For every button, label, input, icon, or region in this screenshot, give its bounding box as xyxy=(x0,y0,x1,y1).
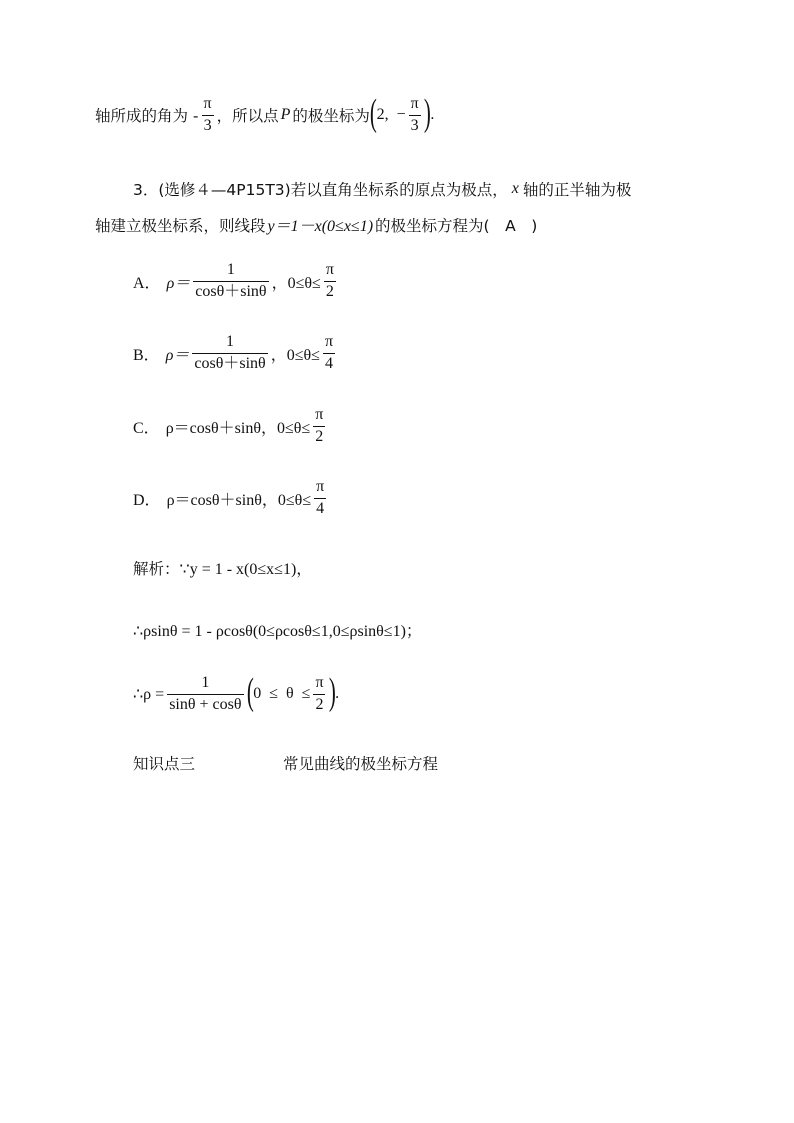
option-a xyxy=(133,262,339,301)
text: ∵y = 1 - x(0≤x≤1)， xyxy=(179,561,313,578)
period: . xyxy=(430,106,435,124)
period: . xyxy=(335,685,340,703)
option-label: C． xyxy=(133,419,160,437)
option-c xyxy=(133,407,328,446)
right-paren: ) xyxy=(328,671,336,714)
section-label: 知识点三 xyxy=(133,755,196,773)
fraction: $\frac{\pi}{2}$ xyxy=(315,406,324,445)
question-number: 3．(选修４—4P15T3) xyxy=(133,181,291,199)
expr: ρ＝cosθ＋sinθ xyxy=(165,419,262,437)
fraction: $\frac{\pi}{3}$ xyxy=(203,95,212,134)
fraction: $\frac{1}{\cos\theta+\sin\theta}$ xyxy=(195,261,267,300)
solution-label: 解析： xyxy=(133,559,180,578)
section-title: 常见曲线的极坐标方程 xyxy=(283,755,439,773)
solution-line-1 xyxy=(133,556,312,579)
right-paren: ) xyxy=(423,92,431,135)
lhs: ρ＝ xyxy=(166,274,191,292)
fraction: $\frac{\pi}{4}$ xyxy=(316,478,325,517)
continuation-line xyxy=(95,92,435,135)
point-var: P xyxy=(280,106,291,124)
solution-line-3 xyxy=(133,671,340,714)
option-label: D． xyxy=(133,491,161,509)
var-x: x xyxy=(511,180,519,197)
section-heading xyxy=(133,752,438,774)
equation: y＝1－x(0≤x≤1) xyxy=(267,218,374,235)
option-label: B． xyxy=(133,346,160,364)
option-d xyxy=(133,479,329,518)
range: ，0≤θ≤ xyxy=(270,346,320,364)
text: 轴建立极坐标系，则线段 xyxy=(95,216,266,235)
option-b xyxy=(133,334,338,373)
text: ，所以点 xyxy=(216,107,279,126)
left-paren: ( xyxy=(246,671,254,714)
fraction: $\frac{\pi}{2}$ xyxy=(325,261,334,300)
fraction: $\frac{\pi}{4}$ xyxy=(324,333,334,372)
text: ∴ρsinθ = 1 - ρcosθ(0≤ρcosθ≤1,0≤ρsinθ≤1)； xyxy=(133,623,422,640)
lhs: ρ＝ xyxy=(165,346,190,364)
range: 0 ≤ θ ≤ xyxy=(253,685,311,703)
text: ∴ρ = xyxy=(133,686,165,704)
text: 的极坐标方程为( A ) xyxy=(375,216,538,235)
left-paren: ( xyxy=(369,92,377,135)
question-3-line-1 xyxy=(133,178,631,200)
question-3-line-2 xyxy=(95,213,537,236)
text: 轴所成的角为 - xyxy=(95,107,199,126)
expr: ρ＝cosθ＋sinθ xyxy=(166,491,262,509)
range: ，0≤θ≤ xyxy=(261,419,311,437)
text: 轴的正半轴为极 xyxy=(522,181,632,199)
fraction: $\frac{\pi}{3}$ xyxy=(410,95,419,134)
option-label: A． xyxy=(133,274,161,292)
solution-line-2 xyxy=(133,618,422,641)
range: ，0≤θ≤ xyxy=(261,491,312,509)
coord: 2, − xyxy=(376,106,406,124)
fraction: $\frac{\pi}{2}$ xyxy=(315,674,324,713)
fraction: $\frac{1}{\sin\theta + \cos\theta}$ xyxy=(169,674,242,713)
fraction: $\frac{1}{\cos\theta+\sin\theta}$ xyxy=(194,333,266,372)
range: ，0≤θ≤ xyxy=(271,274,321,292)
text: 的极坐标为 xyxy=(292,107,370,126)
text: 若以直角坐标系的原点为极点， xyxy=(290,181,508,199)
